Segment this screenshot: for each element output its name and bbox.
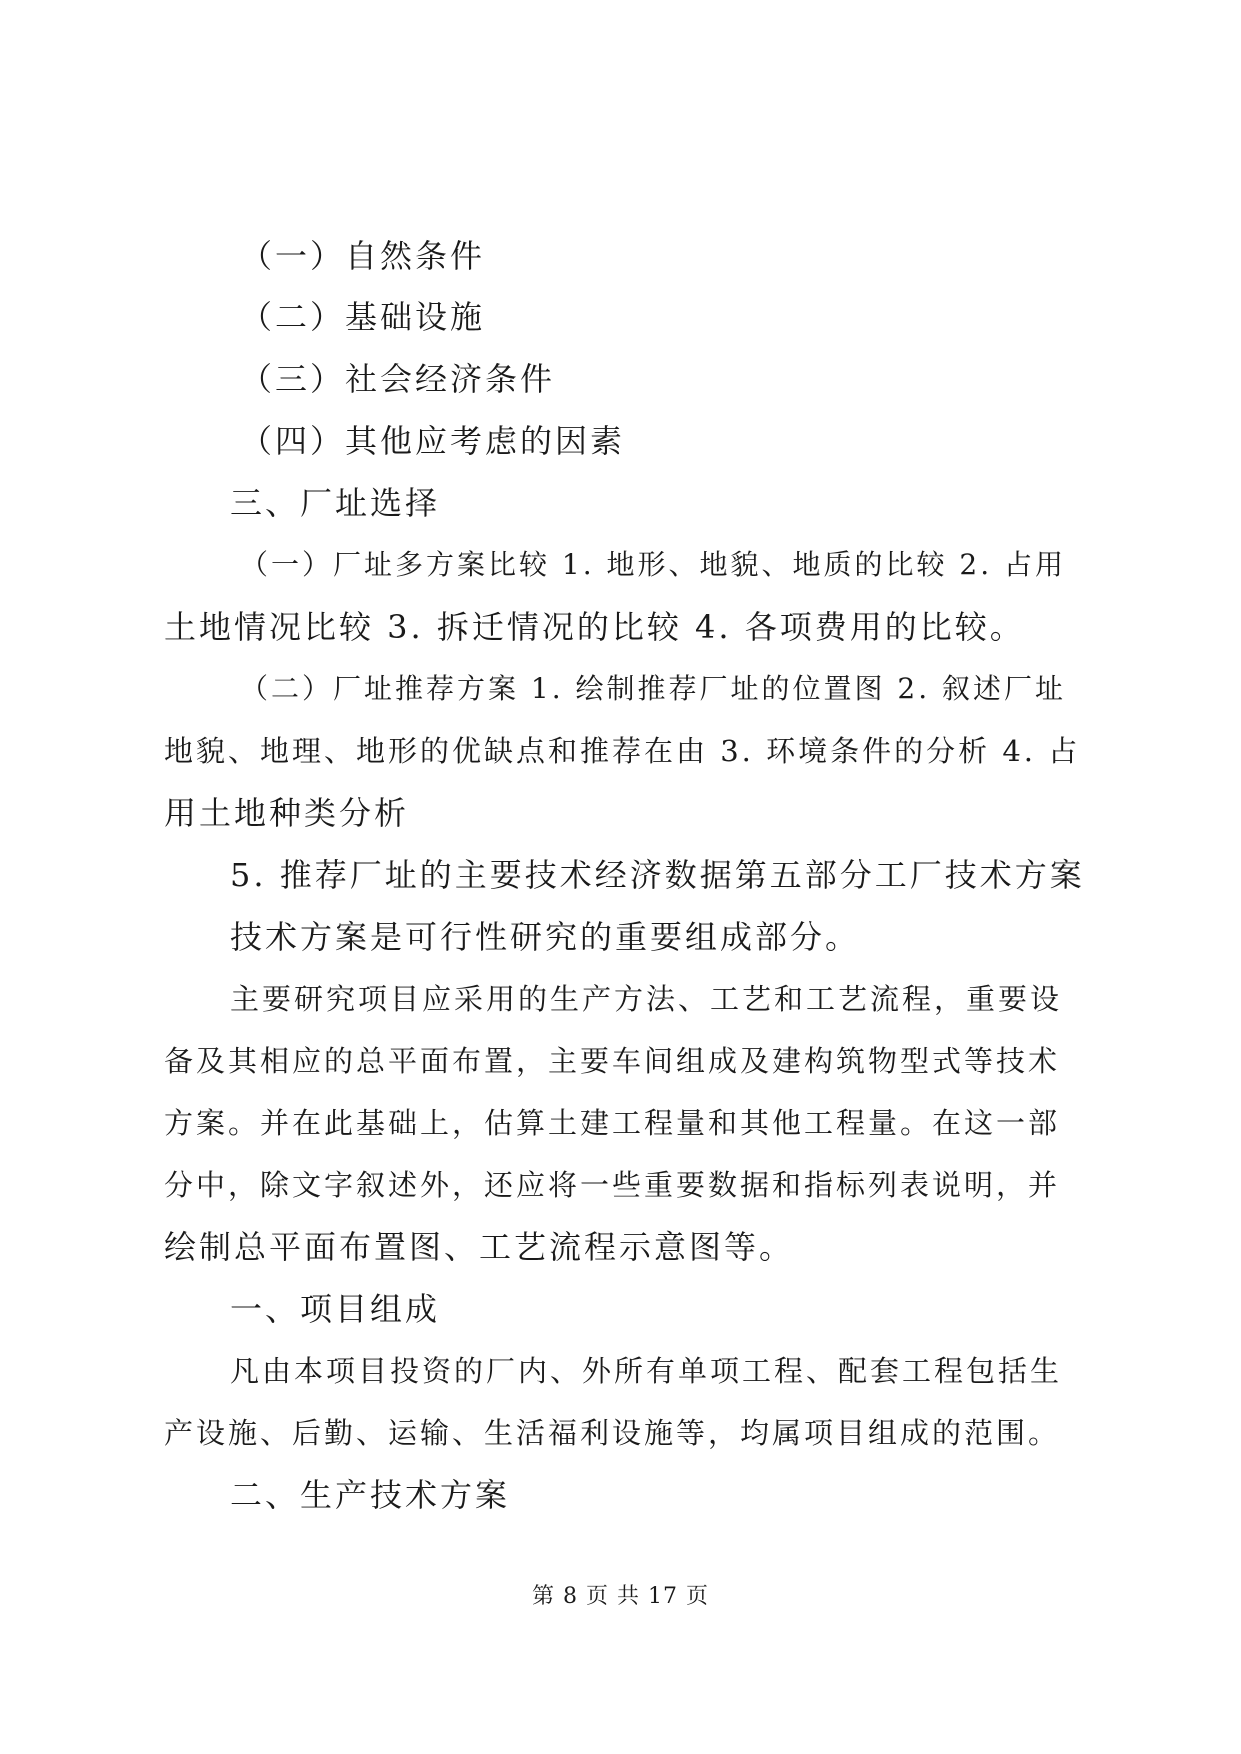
text-line: （三）社会经济条件 [240,360,556,398]
text-line: 用土地种类分析 [164,794,410,832]
text-line: 5. 推荐厂址的主要技术经济数据第五部分工厂技术方案 [230,856,1085,894]
text-line: 技术方案是可行性研究的重要组成部分。 [230,918,861,956]
text-line: 分中，除文字叙述外，还应将一些重要数据和指标列表说明，并 [164,1168,1061,1202]
text-line: （二）厂址推荐方案 1. 绘制推荐厂址的位置图 2. 叙述厂址 [240,672,1067,705]
text-line: 土地情况比较 3. 拆迁情况的比较 4. 各项费用的比较。 [164,608,1025,646]
text-line: 绘制总平面布置图、工艺流程示意图等。 [164,1228,795,1266]
text-line: （一）厂址多方案比较 1. 地形、地貌、地质的比较 2. 占用 [240,548,1067,581]
text-line: 方案。并在此基础上，估算土建工程量和其他工程量。在这一部 [164,1106,1061,1140]
text-line: （四）其他应考虑的因素 [240,422,626,460]
text-line: 凡由本项目投资的厂内、外所有单项工程、配套工程包括生 [230,1354,1063,1388]
section-heading: 三、厂址选择 [230,484,441,522]
section-heading: 二、生产技术方案 [230,1476,511,1514]
text-line: （二）基础设施 [240,298,486,336]
text-line: 产设施、后勤、运输、生活福利设施等，均属项目组成的范围。 [164,1416,1061,1450]
section-heading: 一、项目组成 [230,1290,441,1328]
text-line: 备及其相应的总平面布置，主要车间组成及建构筑物型式等技术 [164,1044,1061,1078]
page-number-footer: 第 8 页 共 17 页 [532,1584,709,1609]
text-line: 地貌、地理、地形的优缺点和推荐在由 3. 环境条件的分析 4. 占 [164,734,1081,768]
text-line: 主要研究项目应采用的生产方法、工艺和工艺流程，重要设 [230,982,1063,1016]
text-line: （一）自然条件 [240,237,486,275]
